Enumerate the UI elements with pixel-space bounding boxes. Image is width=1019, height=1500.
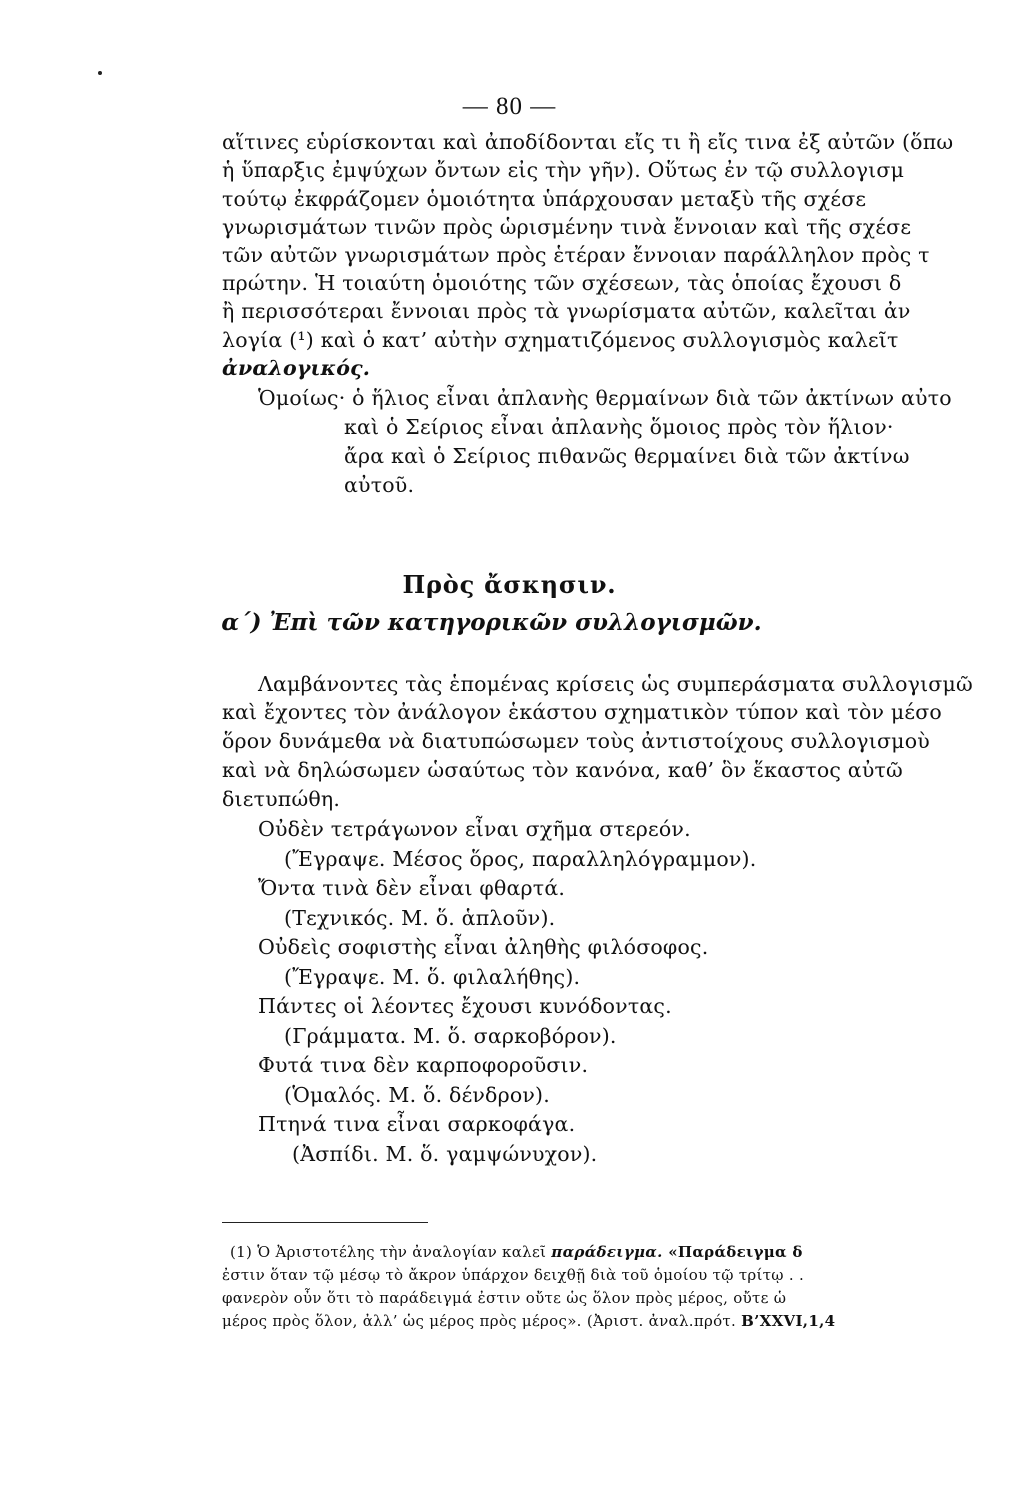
exercise-statement: Οὐδὲν τετράγωνον εἶναι σχῆμα στερεόν. [258,817,691,841]
paragraph2-line-3: ὅρον δυνάμεθα νὰ διατυπώσωμεν τοὺς ἀντιστοίχους συλλογισμοὺ [222,729,930,753]
paragraph2-line-5: διετυπώθη. [222,787,341,811]
example-line-1: Ὁμοίως· ὁ ἥλιος εἶναι ἀπλανὴς θερμαίνων διὰ τῶν ἀκτίνων αὐτο [258,386,952,410]
footnote-line-2: ἐστιν ὅταν τῷ μέσῳ τὸ ἄκρον ὑπάρχον δειχθῇ διὰ τοῦ ὁμοίου τῷ τρίτῳ . . [222,1266,805,1284]
paragraph1-line-1: αἵτινες εὑρίσκονται καὶ ἀποδίδονται εἴς τι ἢ εἴς τινα ἐξ αὐτῶν (ὅπω [222,130,954,154]
section-heading: Πρὸς ἄσκησιν. [402,570,617,599]
example-line-2: καὶ ὁ Σείριος εἶναι ἀπλανὴς ὅμοιος πρὸς τὸν ἥλιον· [344,415,894,439]
paragraph1-line-7: ἢ περισσότεραι ἔννοιαι πρὸς τὰ γνωρίσματα αὐτῶν, καλεῖται ἀν [222,299,911,323]
footnote-text: μέρος πρὸς ὅλον, ἀλλ’ ὡς μέρος πρὸς μέρος». (Ἀριστ. ἀναλ.πρότ. [222,1312,742,1330]
footnote-rule [222,1222,428,1223]
footnote-text: (1) Ὁ Ἀριστοτέλης τὴν ἀναλογίαν καλεῖ [230,1243,552,1261]
paragraph1-line-8: λογία (¹) καὶ ὁ κατ’ αὐτὴν σχηματιζόμενος συλλογισμὸς καλεῖτ [222,328,899,352]
exercise-hint: (Ἔγραψε. Μέσος ὅρος, παραλληλόγραμμον). [284,847,757,871]
page-number: — 80 — [462,93,557,120]
exercise-statement: Πτηνά τινα εἶναι σαρκοφάγα. [258,1112,576,1136]
paragraph1-line-6: πρώτην. Ἡ τοιαύτη ὁμοιότης τῶν σχέσεων, τὰς ὁποίας ἔχουσι δ [222,271,902,295]
paragraph1-line-2: ἡ ὕπαρξις ἐμψύχων ὄντων εἰς τὴν γῆν). Οὕτως ἐν τῷ συλλογισμ [222,158,905,182]
paragraph2-line-2: καὶ ἔχοντες τὸν ἀνάλογον ἑκάστου σχηματικὸν τύπον καὶ τὸν μέσο [222,700,942,724]
paragraph1-line-9: ἀναλογικός. [222,356,371,380]
footnote-emphasis: παράδειγμα. [551,1243,663,1261]
exercise-statement: Οὐδεὶς σοφιστὴς εἶναι ἀληθὴς φιλόσοφος. [258,935,709,959]
paragraph1-line-3: τούτῳ ἐκφράζομεν ὁμοιότητα ὑπάρχουσαν μεταξὺ τῆς σχέσε [222,187,867,211]
paragraph2-line-4: καὶ νὰ δηλώσωμεν ὡσαύτως τὸν κανόνα, καθ’ ὃν ἕκαστος αὐτῶ [222,758,903,782]
ink-dot [98,71,102,75]
exercise-hint: (Τεχνικός. Μ. ὅ. ἁπλοῦν). [284,906,556,930]
exercise-hint: (Γράμματα. Μ. ὅ. σαρκοβόρον). [284,1024,617,1048]
footnote-line-3: φανερὸν οὖν ὅτι τὸ παράδειγμά ἐστιν οὔτε ὡς ὅλον πρὸς μέρος, οὔτε ὡ [222,1289,787,1307]
example-line-3: ἄρα καὶ ὁ Σείριος πιθανῶς θερμαίνει διὰ τῶν ἀκτίνω [344,444,910,468]
exercise-statement: Ὄντα τινὰ δὲν εἶναι φθαρτά. [258,876,566,900]
exercise-hint: (Ὁμαλός. Μ. ὅ. δένδρον). [284,1083,550,1107]
exercise-statement: Πάντες οἱ λέοντες ἔχουσι κυνόδοντας. [258,994,672,1018]
paragraph1-line-5: τῶν αὐτῶν γνωρισμάτων πρὸς ἑτέραν ἔννοιαν παράλληλον πρὸς τ [222,243,930,267]
exercise-hint: (Ἀσπίδι. Μ. ὅ. γαμψώνυχον). [292,1142,598,1166]
exercise-statement: Φυτά τινα δὲν καρποφοροῦσιν. [258,1053,589,1077]
footnote-line-1 [230,1242,803,1263]
paragraph2-line-1: Λαμβάνοντες τὰς ἑπομένας κρίσεις ὡς συμπεράσματα συλλογισμῶ [258,672,973,696]
example-line-4: αὐτοῦ. [344,473,415,497]
footnote-citation: Β’XXVI,1,4 [741,1312,836,1330]
section-subheading: α΄) Ἐπὶ τῶν κατηγορικῶν συλλογισμῶν. [221,609,762,636]
footnote-line-4 [222,1311,835,1332]
paragraph1-line-4: γνωρισμάτων τινῶν πρὸς ὡρισμένην τινὰ ἔννοιαν καὶ τῆς σχέσε [222,215,912,239]
footnote-quote-start: «Παράδειγμα δ [662,1243,803,1261]
exercise-hint: (Ἔγραψε. Μ. ὅ. φιλαλήθης). [284,965,581,989]
